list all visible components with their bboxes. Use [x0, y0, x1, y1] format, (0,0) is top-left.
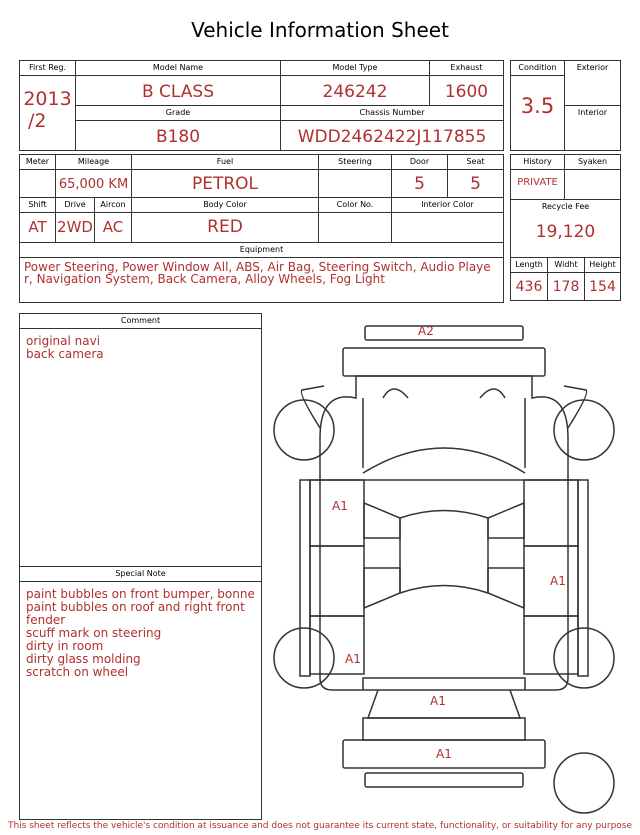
color-no-label: Color No. — [319, 198, 391, 213]
syaken-cell — [564, 154, 621, 200]
door-value: 5 — [414, 174, 425, 194]
condition-value: 3.5 — [520, 94, 555, 118]
meter-cell — [19, 154, 56, 198]
length-value: 436 — [515, 279, 543, 295]
special-note-line: scuff mark on steering — [26, 626, 162, 640]
special-note-line: paint bubbles on roof and right front — [26, 600, 245, 614]
damage-mark-top: A2 — [418, 324, 434, 338]
exterior-label: Exterior — [576, 63, 609, 72]
special-note-line: paint bubbles on front bumper, bonne — [26, 587, 255, 601]
recycle-fee-label: Recycle Fee — [541, 202, 590, 211]
chassis-label: Chassis Number — [281, 106, 503, 121]
first-reg-label: First Reg. — [20, 61, 75, 76]
comment-line: original navi — [26, 334, 101, 348]
grade-value: B180 — [155, 127, 201, 147]
height-cell — [584, 257, 621, 301]
history-value: PRIVATE — [517, 177, 558, 188]
exterior-cell — [564, 60, 621, 106]
model-type-label: Model Type — [281, 61, 429, 76]
condition-cell — [510, 60, 565, 151]
aircon-label: Aircon — [95, 198, 131, 213]
equipment-cell — [19, 242, 504, 303]
equipment-label: Equipment — [20, 243, 503, 258]
width-value: 178 — [552, 279, 580, 295]
special-note-panel — [19, 566, 262, 820]
width-label: Widht — [548, 258, 584, 273]
color-no-cell — [318, 197, 392, 243]
seat-cell — [447, 154, 504, 198]
width-cell — [547, 257, 585, 301]
drive-value: 2WD — [57, 218, 93, 236]
comment-panel — [19, 313, 262, 567]
grade-label: Grade — [76, 106, 280, 121]
model-name-value: B CLASS — [141, 82, 214, 102]
body-color-label: Body Color — [132, 198, 318, 213]
exhaust-cell — [429, 60, 504, 106]
syaken-label: Syaken — [565, 155, 620, 170]
interior-color-label: Interior Color — [392, 198, 503, 213]
special-note-line: dirty in room — [26, 639, 104, 653]
equipment-value: Power Steering, Power Window All, ABS, Air Bag, Steering Switch, Audio Player, Navigation System, Back Camera, Alloy Wheels, Fog Light — [24, 260, 491, 286]
length-label: Length — [511, 258, 547, 273]
length-cell — [510, 257, 548, 301]
door-cell — [391, 154, 448, 198]
model-name-cell — [75, 60, 281, 106]
interior-color-cell — [391, 197, 504, 243]
special-note-line: scratch on wheel — [26, 665, 129, 679]
special-note-line: fender — [26, 613, 66, 627]
special-note-label: Special Note — [20, 567, 261, 582]
body-color-cell — [131, 197, 319, 243]
exhaust-label: Exhaust — [430, 61, 503, 76]
interior-label: Interior — [577, 108, 608, 117]
drive-label: Drive — [56, 198, 94, 213]
first-reg-cell — [19, 60, 76, 151]
steering-label: Steering — [319, 155, 391, 170]
history-cell — [510, 154, 565, 200]
special-note-list — [20, 582, 261, 679]
shift-cell — [19, 197, 56, 243]
door-label: Door — [392, 155, 447, 170]
comment-list — [20, 329, 261, 361]
disclaimer-footer: This sheet reflects the vehicle's condition at issuance and does not guarantee its current state, functionality, or suitability for any purpose — [7, 821, 633, 831]
history-label: History — [511, 155, 564, 170]
damage-mark-left-door: A1 — [332, 499, 348, 513]
body-color-value: RED — [207, 217, 243, 237]
drive-cell — [55, 197, 95, 243]
meter-label: Meter — [20, 155, 55, 170]
shift-value: AT — [28, 218, 47, 236]
damage-mark-left-lower: A1 — [345, 652, 361, 666]
chassis-value: WDD2462422J117855 — [297, 127, 487, 147]
mileage-cell — [55, 154, 132, 198]
height-value: 154 — [589, 279, 616, 295]
fuel-value: PETROL — [191, 174, 259, 194]
damage-mark-rear: A1 — [430, 694, 446, 708]
model-type-value: 246242 — [322, 82, 388, 102]
first-reg-year: 2013 — [23, 88, 72, 110]
model-name-label: Model Name — [76, 61, 280, 76]
recycle-fee-cell — [510, 199, 621, 258]
seat-label: Seat — [448, 155, 503, 170]
special-note-line: dirty glass molding — [26, 652, 141, 666]
comment-label: Comment — [20, 314, 261, 329]
model-type-cell — [280, 60, 430, 106]
height-label: Height — [585, 258, 620, 273]
damage-mark-right-door: A1 — [550, 574, 566, 588]
comment-line: back camera — [26, 347, 104, 361]
damage-mark-bottom: A1 — [436, 747, 452, 761]
sheet-title: Vehicle Information Sheet — [191, 18, 449, 42]
first-reg-month: /2 — [28, 110, 47, 132]
exhaust-value: 1600 — [444, 82, 489, 102]
mileage-value: 65,000 KM — [58, 177, 129, 192]
condition-label: Condition — [511, 61, 564, 76]
mileage-label: Mileage — [56, 155, 131, 170]
car-damage-diagram — [268, 318, 620, 818]
aircon-cell — [94, 197, 132, 243]
chassis-cell — [280, 105, 504, 151]
interior-cell — [564, 105, 621, 151]
fuel-cell — [131, 154, 319, 198]
shift-label: Shift — [20, 198, 55, 213]
recycle-fee-value: 19,120 — [535, 222, 596, 242]
steering-cell — [318, 154, 392, 198]
grade-cell — [75, 105, 281, 151]
aircon-value: AC — [102, 218, 124, 236]
seat-value: 5 — [470, 174, 481, 194]
fuel-label: Fuel — [132, 155, 318, 170]
